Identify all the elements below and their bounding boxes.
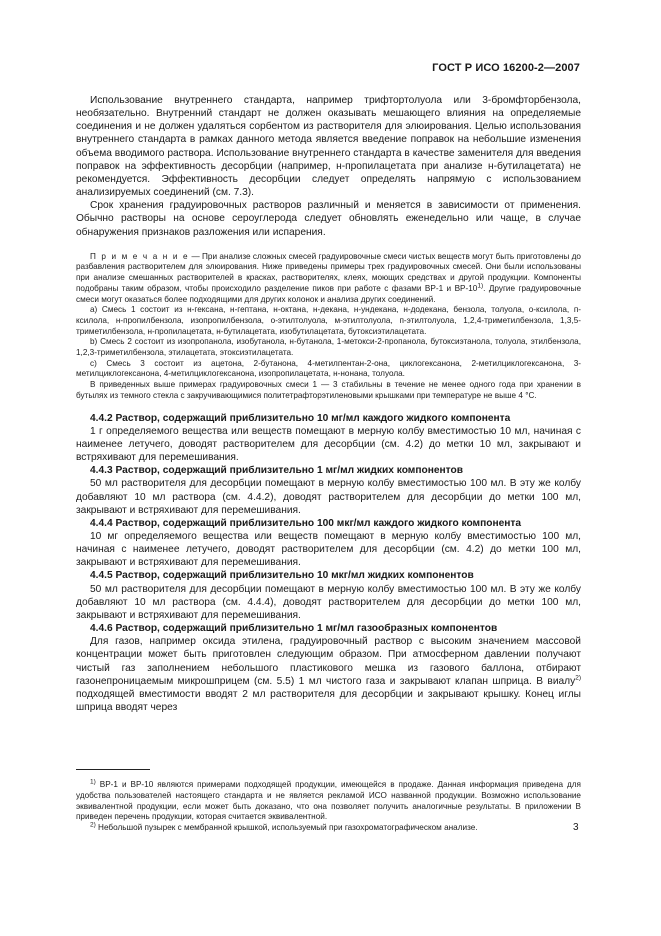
section-4-4-6-text-after: подходящей вместимости вводят 2 мл растворителя для десорбции и закрывают крышку. Конец иглы шприца вводят через <box>76 688 581 713</box>
footnote-2-text: Небольшой пузырек с мембранной крышкой, используемый при газохроматографическом анализе. <box>95 823 478 833</box>
note-text-after: . Другие градуировочные смеси могут оказаться более подходящими для других колонок и анализа других соединений. <box>76 283 581 304</box>
note-mix-c: с) Смесь 3 состоит из ацетона, 2-бутанона, 4-метилпентан-2-она, циклогексанона, 2-метилциклогексанона, 3-метилциклогексанона, 4-метилциклогексанона, изопропилацетата, н-нонана, толуола. <box>76 358 581 379</box>
section-4-4-5-title: 4.4.5 Раствор, содержащий приблизительно 10 мкг/мл жидких компонентов <box>90 570 474 582</box>
section-4-4-4-text: 10 мг определяемого вещества или веществ помещают в мерную колбу вместимостью 100 мл, начиная с наименее летучего, доводят растворителем для десорбции (см. 4.2) до метки 100 мл, закрывают и встряхивают для перемешивания. <box>76 530 581 569</box>
footnote-2-mark: 2) <box>90 821 96 829</box>
footnote-divider <box>76 769 150 770</box>
section-4-4-2-title: 4.4.2 Раствор, содержащий приблизительно 10 мг/мл каждого жидкого компонента <box>90 412 511 424</box>
footnote-1-text: ВР-1 и ВР-10 являются примерами подходящей продукции, имеющейся в продаже. Данная информация приведена для удобства пользователей настоящего стандарта и не является рекламой ИСО названной продукции. Возможно использование эквивалентной продукции, если может быть доказано, что она позволяет получить аналогичные результаты. В приложении В приведен перечень продукции, которая считается эквивалентной. <box>76 780 581 822</box>
note-text: — При анализе сложных смесей градуировочные смеси чистых веществ могут быть приготовлены до разбавления растворителем для элюирования. Ниже приведены примеры трех градуировочных смесей. Они были использованы при анализе смешанных растворителей в красках, растворителях, клеях, моющих средствах и другой продукции. Компоненты подобраны таким образом, чтобы происходило разделение пиков при работе с фазами ВР-1 и ВР-10 <box>76 251 581 293</box>
note-paragraph <box>76 252 581 306</box>
footnote-ref-2[interactable]: 2) <box>575 674 581 682</box>
section-4-4-6-text <box>76 635 581 714</box>
paragraph-storage: Срок хранения градуировочных растворов различный и меняется в зависимости от применения. Обычно растворы на основе сероуглерода следует обновлять еженедельно или чаще, в случае обнаружения признаков разложения или испарения. <box>76 200 581 238</box>
section-4-4-6-title: 4.4.6 Раствор, содержащий приблизительно 1 мг/мл газообразных компонентов <box>90 623 498 635</box>
section-4-4-3-text: 50 мл растворителя для десорбции помещают в мерную колбу вместимостью 100 мл. В эту же колбу добавляют 10 мл раствора (см. 4.4.2), доводят растворителем для десорбции до метки 100 мл, закрывают и встряхивают для перемешивания. <box>76 478 581 516</box>
footnote-2 <box>76 823 581 834</box>
footnote-1-mark: 1) <box>90 778 96 786</box>
footnote-ref-1[interactable]: 1) <box>477 282 484 290</box>
page-number: 3 <box>573 822 579 833</box>
section-4-4-6-text-before: Для газов, например оксида этилена, градуировочный раствор с высоким значением массовой концентрации может быть приготовлен следующим образом. При атмосферном давлении получают чистый газ заполнением небольшого пластикового мешка из газового баллона, отбирают газонепроницаемым микрошприцем (см. 5.5) 1 мл чистого газа и закрывают клапан шприца. В виалу <box>76 636 581 687</box>
note-stability: В приведенных выше примерах градуировочных смеси 1 — 3 стабильны в течение не менее одного года при хранении в бутылях из темного стекла с закручивающимися политетрафторэтиленовыми крышками при температуре не выше 4 °С. <box>76 380 581 400</box>
note-mix-b: b) Смесь 2 состоит из изопропанола, изобутанола, н-бутанола, 1-метокси-2-пропанола, бутоксиэтанола, толуола, этилбензола, 1,2,3-триметилбензола, этилацетата, этоксиэтилацетата. <box>76 337 581 358</box>
section-4-4-4-title: 4.4.4 Раствор, содержащий приблизительно 100 мкг/мл каждого жидкого компонента <box>90 517 522 529</box>
main-content <box>76 94 581 714</box>
note-mix-a: а) Смесь 1 состоит из н-гексана, н-гептана, н-октана, н-декана, н-ундекана, н-додекана, бензола, толуола, о-ксилола, п-ксилола, н-пропилбензола, изопропилбензола, о-этилтолуола, м-этилтолуола, п-этилтолуола, 1,2,4-триметилбензола, 1,3,5-триметилбензола, н-пропилацетата, н-бутилацетата, изобутилацетата, бутоксиэтилацетата. <box>76 305 581 336</box>
footnote-1 <box>76 780 581 823</box>
section-4-4-3-title: 4.4.3 Раствор, содержащий приблизительно 1 мг/мл жидких компонентов <box>90 465 464 477</box>
section-4-4-5-text: 50 мл растворителя для десорбции помещают в мерную колбу вместимостью 100 мл. В эту же колбу добавляют 10 мл раствора (см. 4.4.4), доводят растворителем для десорбции до метки 100 мл, закрывают и встряхивают для перемешивания. <box>76 583 581 621</box>
note-label: П р и м е ч а н и е <box>90 251 190 261</box>
section-4-4-2-text: 1 г определяемого вещества или веществ помещают в мерную колбу вместимостью 10 мл, начиная с наименее летучего, доводят растворителем для десорбции (см. 4.2) до метки 10 мл, закрывают и встряхивают для перемешивания. <box>76 425 581 464</box>
spacer <box>76 402 581 412</box>
document-header: ГОСТ Р ИСО 16200-2—2007 <box>432 62 580 74</box>
paragraph-internal-standard: Использование внутреннего стандарта, например трифтортолуола или 3-бромфторбензола, необязательно. Внутренний стандарт не должен оказывать мешающего влияния на определяемые соединения и не должен удаляться сорбентом из растворителя для элюирования. Целью использования внутреннего стандарта в рамках данного метода является введение поправок на небольшие изменения объема вводимого раствора. Использование внутреннего стандарта в качестве заменителя для введения поправок на эффективность десорбции (например, н-пропилацетата при анализе н-бутилацетата) не рекомендуется. Эффективность десорбции следует определять напрямую с использованием анализируемых соединений (см. 7.3). <box>76 95 581 199</box>
footnotes <box>76 769 581 834</box>
